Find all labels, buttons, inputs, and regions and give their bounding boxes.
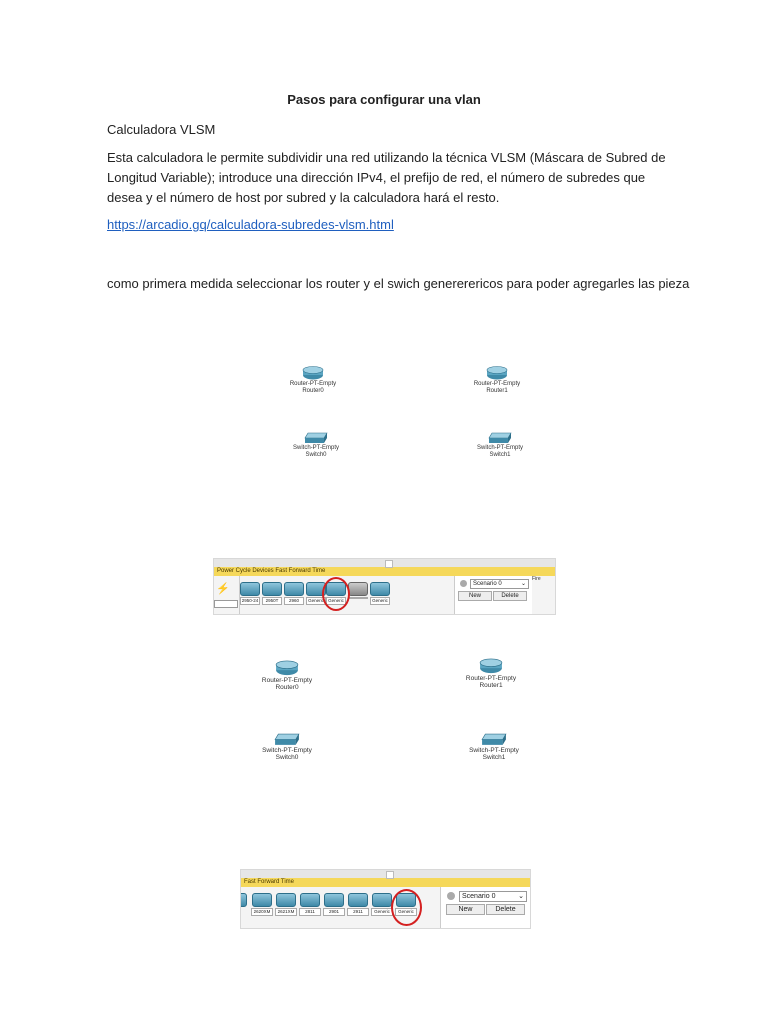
scenario-select[interactable]: Scenario 0 ⌄ xyxy=(459,891,527,902)
switch1-name-label: Switch1 xyxy=(482,754,506,761)
device-tile-2911[interactable]: 2911 xyxy=(347,893,369,916)
instruction-paragraph: como primera medida seleccionar los router y el swich genererericos para poder agregarles las pieza xyxy=(107,276,690,291)
router-icon xyxy=(348,893,368,907)
chevron-down-icon: ⌄ xyxy=(520,581,526,587)
router-icon xyxy=(479,658,503,674)
router1-type-label: Router-PT-Empty xyxy=(473,381,521,387)
router0-device-2[interactable] xyxy=(254,660,320,691)
toolbar2-header: Fast Forward Time xyxy=(241,878,530,887)
switch1-type-label: Switch-PT-Empty xyxy=(476,445,523,451)
scenario-panel xyxy=(454,576,532,614)
switch0-type-label: Switch-PT-Empty xyxy=(262,747,312,754)
switch-icon xyxy=(262,582,282,596)
description-paragraph: Esta calculadora le permite subdividir una red utilizando la técnica VLSM (Máscara de Subred de Longitud Variable); introduce una dirección IPv4, el prefijo de red, el número de subredes que desea y el número de host por subred y la calculadora hará el resto. xyxy=(107,150,666,205)
device-tile-2950-24[interactable]: 2950-24 xyxy=(240,582,260,605)
new-scenario-button[interactable]: New xyxy=(458,591,492,601)
router-icon xyxy=(486,366,508,380)
switch0-device-2[interactable] xyxy=(254,733,320,761)
new-scenario-button[interactable]: New xyxy=(446,904,485,915)
router1-name-label: Router1 xyxy=(486,388,508,394)
device-tile-generic-2[interactable]: Generic xyxy=(326,582,346,605)
device-tile-generic-3[interactable]: Generic xyxy=(370,582,390,605)
section-subtitle: Calculadora VLSM xyxy=(107,122,216,137)
router-icon xyxy=(372,893,392,907)
switch-icon xyxy=(488,432,512,444)
device-tile-2620xm[interactable]: 2620XM xyxy=(251,893,273,916)
scenario-panel xyxy=(440,887,531,928)
toolbar1-header: Power Cycle Devices Fast Forward Time xyxy=(214,567,555,576)
lightning-icon: ⚡ xyxy=(216,583,230,595)
device-tile-2901[interactable]: 2901 xyxy=(323,893,345,916)
scenario-status-icon xyxy=(460,580,467,587)
device-tile-2811[interactable]: 2811 xyxy=(299,893,321,916)
delete-scenario-button[interactable]: Delete xyxy=(493,591,527,601)
switch-icon xyxy=(274,733,300,746)
router0-device[interactable] xyxy=(283,366,343,395)
router-icon xyxy=(240,893,247,907)
switch1-device[interactable] xyxy=(470,432,530,459)
switch0-device[interactable] xyxy=(286,432,346,459)
router1-device-2[interactable] xyxy=(458,658,524,689)
device-tile-2950t[interactable]: 2950T xyxy=(262,582,282,605)
router0-name-label: Router0 xyxy=(275,684,299,691)
switch-icon xyxy=(284,582,304,596)
delete-scenario-button[interactable]: Delete xyxy=(486,904,525,915)
chevron-down-icon: ⌄ xyxy=(518,893,524,900)
router-icon xyxy=(275,660,299,676)
router-icon xyxy=(276,893,296,907)
switch-icon xyxy=(304,432,328,444)
switch-icon xyxy=(481,733,507,746)
scenario-status-icon xyxy=(447,892,455,900)
fire-column-label: Fire xyxy=(532,576,541,582)
highlight-circle xyxy=(391,889,422,926)
device-tile-partial[interactable] xyxy=(240,893,247,907)
device-tile-generic-2[interactable]: Generic xyxy=(395,893,417,916)
router0-name-label: Router0 xyxy=(302,388,324,394)
device-tile-bridge[interactable] xyxy=(348,582,368,599)
router0-type-label: Router-PT-Empty xyxy=(289,381,337,387)
router-icon xyxy=(324,893,344,907)
router1-name-label: Router1 xyxy=(479,682,503,689)
switch1-name-label: Switch1 xyxy=(489,452,511,458)
switch-icon xyxy=(370,582,390,596)
device-tile-generic-1[interactable]: Generic xyxy=(371,893,393,916)
page-title: Pasos para configurar una vlan xyxy=(287,92,481,107)
device-tile-2960[interactable]: 2960 xyxy=(284,582,304,605)
router0-type-label: Router-PT-Empty xyxy=(261,677,313,684)
bridge-icon xyxy=(348,582,368,596)
device-tile-2621xm[interactable]: 2621XM xyxy=(275,893,297,916)
highlight-circle xyxy=(322,577,350,611)
router1-device[interactable] xyxy=(467,366,527,395)
search-box[interactable] xyxy=(214,600,238,608)
switch1-type-label: Switch-PT-Empty xyxy=(469,747,519,754)
switch-icon xyxy=(240,582,260,596)
switch0-name-label: Switch0 xyxy=(305,452,327,458)
scenario-select[interactable]: Scenario 0 ⌄ xyxy=(470,579,529,589)
switch1-device-2[interactable] xyxy=(461,733,527,761)
switch0-type-label: Switch-PT-Empty xyxy=(292,445,339,451)
router-icon xyxy=(302,366,324,380)
toolbar-screenshot-2 xyxy=(240,869,531,929)
vlsm-calculator-link[interactable]: https://arcadio.gq/calculadora-subredes-vlsm.html xyxy=(107,217,394,232)
router-icon xyxy=(252,893,272,907)
device-tile-generic-1[interactable]: Generic xyxy=(306,582,326,605)
switch0-name-label: Switch0 xyxy=(275,754,299,761)
router1-type-label: Router-PT-Empty xyxy=(465,675,517,682)
toolbar-screenshot-1 xyxy=(213,558,556,615)
router-icon xyxy=(300,893,320,907)
